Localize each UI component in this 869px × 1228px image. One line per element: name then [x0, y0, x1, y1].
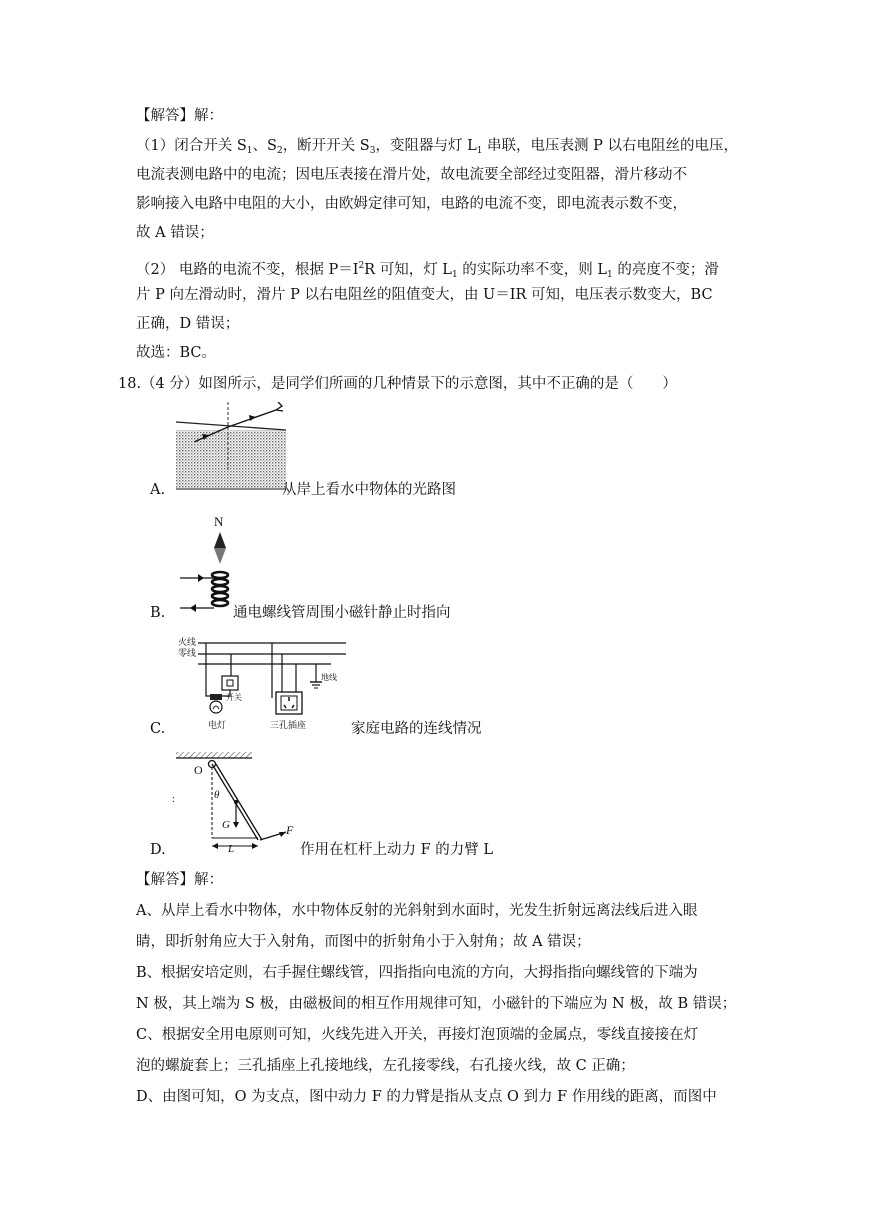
- solution-paragraph-line: （1）闭合开关 $S_1$、$S_2$，断开开关 $S_3$，变阻器与灯 $L_1$ 串联，电压表测 P 以右电阻丝的电压，: [136, 138, 739, 156]
- force-label: F: [286, 823, 294, 837]
- refraction-diagram: [176, 402, 286, 496]
- angle-label: θ: [214, 789, 220, 801]
- live-wire-label: 火线: [178, 638, 197, 648]
- solution-heading: 【解答】解：: [136, 872, 223, 888]
- solution-paragraph-line: N 极，其上端为 S 极，由磁极间的相互作用规律可知，小磁针的下端应为 N 极，故 B 错误；: [136, 996, 737, 1012]
- solution-paragraph-line: 泡的螺旋套上；三孔插座上孔接地线，左孔接零线，右孔接火线，故 C 正确；: [136, 1058, 635, 1074]
- compass-north-label: N: [214, 514, 224, 529]
- solution-paragraph-line: A、从岸上看水中物体，水中物体反射的光斜射到水面时，光发生折射远离法线后进入眼: [136, 903, 698, 919]
- pivot-label: O: [194, 763, 203, 777]
- lever-diagram: [172, 752, 302, 856]
- solution-paragraph-line: （2） 电路的电流不变，根据 $P=I^2R$ 可知，灯 $L_1$ 的实际功率不变，则 $L_1$ 的亮度不变；滑: [136, 261, 719, 280]
- lamp-label: 电灯: [208, 721, 227, 731]
- household-circuit-diagram: [176, 636, 346, 740]
- solution-heading: 【解答】解：: [136, 108, 223, 124]
- switch-label: 开关: [226, 693, 242, 702]
- solution-paragraph-line: 正确，D 错误；: [136, 316, 240, 332]
- option-caption: 从岸上看水中物体的光路图: [282, 482, 456, 498]
- socket-label: 三孔插座: [270, 721, 307, 731]
- solution-paragraph-line: 故 A 错误；: [136, 225, 214, 241]
- solution-paragraph-line: 故选：BC。: [136, 345, 217, 361]
- solution-paragraph-line: C、根据安全用电原则可知，火线先进入开关，再接灯泡顶端的金属点，零线直接接在灯: [136, 1027, 699, 1043]
- solution-paragraph-line: 影响接入电路中电阻的大小，由欧姆定律可知，电路的电流不变，即电流表示数不变，: [136, 196, 687, 212]
- svg-text::: :: [172, 794, 175, 805]
- option-caption: 作用在杠杆上动力 F 的力臂 L: [300, 842, 494, 858]
- solution-paragraph-line: 片 P 向左滑动时，滑片 P 以右电阻丝的阻值变大，由 U＝IR 可知，电压表示数变大，BC: [136, 287, 713, 303]
- option-caption: 通电螺线管周围小磁针静止时指向: [233, 605, 451, 621]
- option-letter: B.: [150, 605, 166, 621]
- gravity-label: G: [222, 819, 230, 831]
- solution-paragraph-line: 电流表测电路中的电流；因电压表接在滑片处，故电流要全部经过变阻器，滑片移动不: [136, 167, 687, 183]
- question-stem: 18.（4 分）如图所示，是同学们所画的几种情景下的示意图，其中不正确的是（ ）: [118, 376, 677, 392]
- neutral-wire-label: 零线: [178, 649, 197, 659]
- ground-wire-label: 地线: [321, 673, 337, 682]
- option-letter: A.: [150, 482, 166, 498]
- arm-length-label: L: [228, 843, 235, 855]
- solution-paragraph-line: 睛，即折射角应大于入射角，而图中的折射角小于入射角；故 A 错误；: [136, 934, 591, 950]
- solution-paragraph-line: D、由图可知，O 为支点，图中动力 F 的力臂是指从支点 O 到力 F 作用线的距离，而图中: [136, 1089, 717, 1105]
- option-caption: 家庭电路的连线情况: [351, 721, 482, 737]
- option-letter: D.: [150, 842, 166, 858]
- option-letter: C.: [150, 721, 166, 737]
- solution-paragraph-line: B、根据安培定则，右手握住螺线管，四指指向电流的方向，大拇指指向螺线管的下端为: [136, 965, 698, 981]
